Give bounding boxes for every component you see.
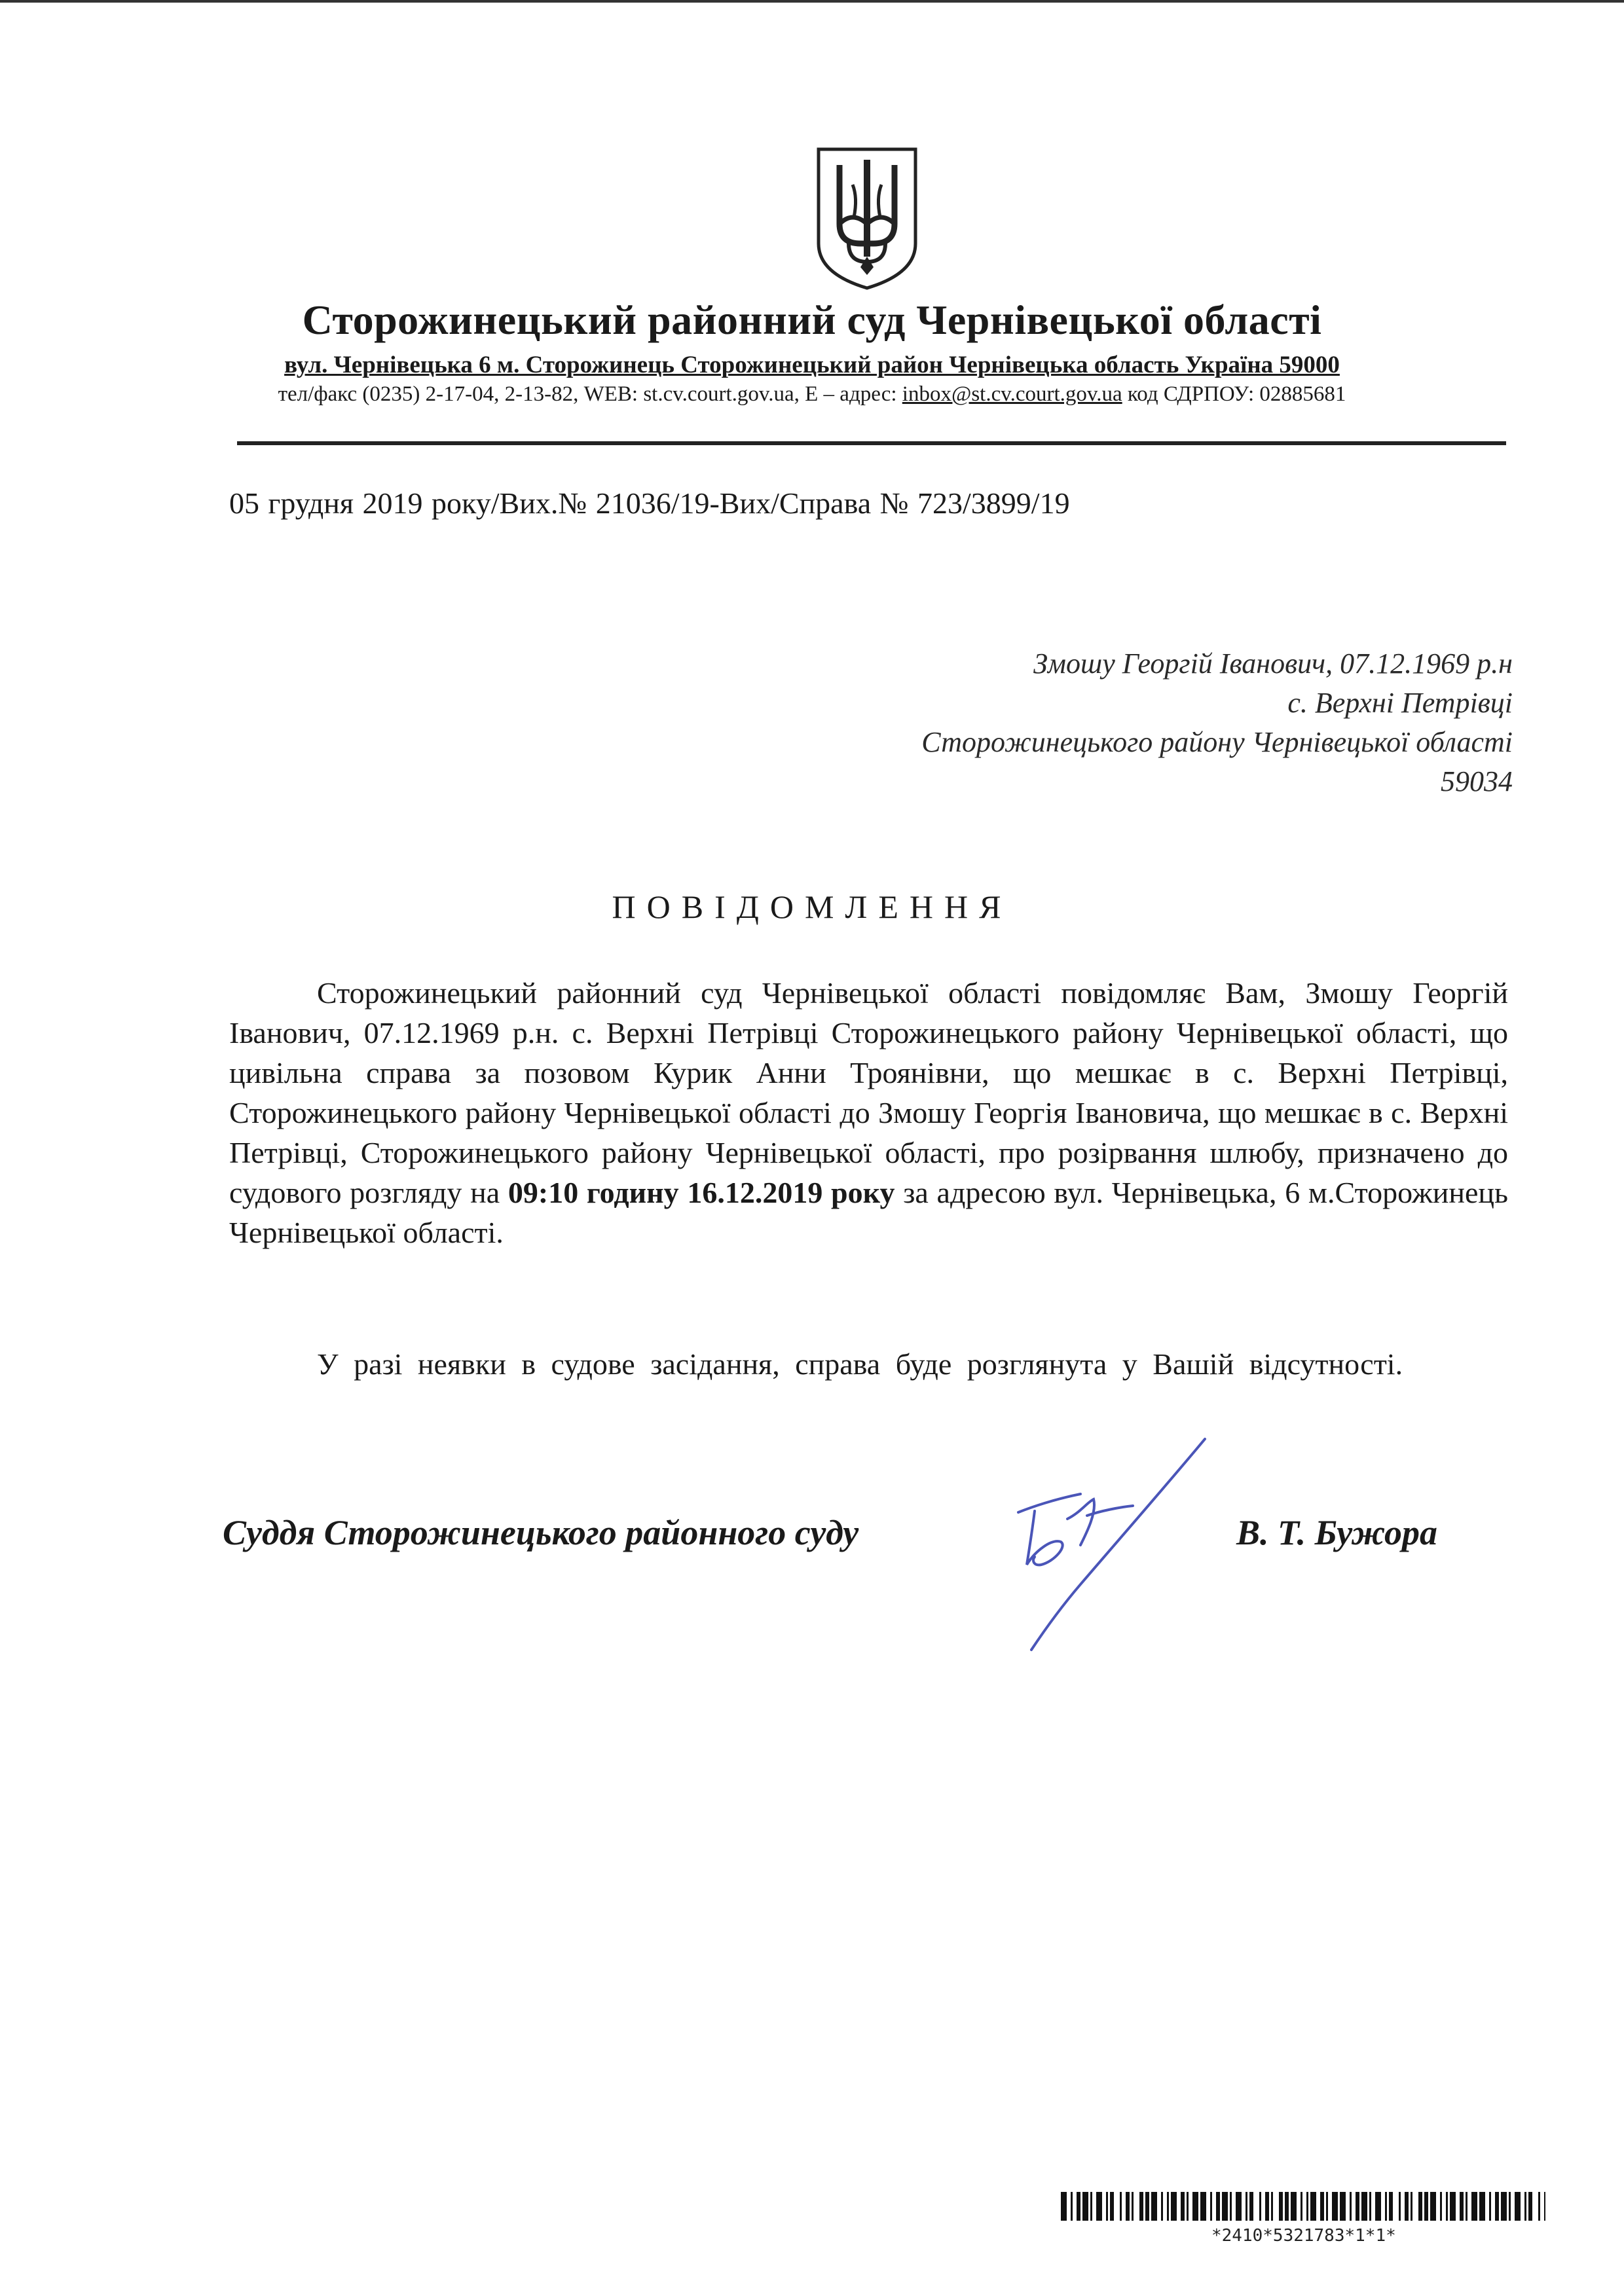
handwritten-signature-icon: [969, 1434, 1218, 1656]
scan-edge-line: [0, 0, 1624, 3]
registry-code: код СДРПОУ: 02885681: [1122, 382, 1346, 406]
recipient-village: с. Верхні Петрівці: [1287, 687, 1513, 719]
barcode-number: *2410*5321783*1*1*: [1211, 2226, 1396, 2246]
recipient-district: Сторожинецького району Чернівецької області: [921, 726, 1513, 758]
judge-name: В. Т. Бужора: [1236, 1513, 1437, 1552]
notice-text-part2: за адресою вул. Чернівецька, 6 м.Сторожинець Чернівецької області.: [229, 1176, 1508, 1249]
notice-paragraph: [229, 973, 1508, 1252]
email-link[interactable]: inbox@st.cv.court.gov.ua: [902, 382, 1122, 406]
hearing-time: 09:10 годину 16.12.2019 року: [507, 1176, 895, 1209]
barcode-icon: [1061, 2192, 1545, 2221]
court-address-text: вул. Чернівецька 6 м. Сторожинець Сторожинецький район Чернівецька область Україна 59000: [284, 352, 1340, 378]
court-name-heading: Сторожинецький районний суд Чернівецької області: [302, 297, 1322, 343]
notice-text-part1: Сторожинецький районний суд Чернівецької області повідомляє Вам, Змошу Георгій Іванович, 07.12.1969 р.н. с. Верхні Петрівці Сторожинецького району Чернівецької області, що цивільна справа за позовом Курик Анни Троянівни, що мешкає в с. Верхні Петрівці, Сторожинецького району Чернівецької області до Змошу Георгія Івановича, що мешкає в с. Верхні Петрівці, Сторожинецького району Чернівецької області, про розірвання шлюбу, призначено до судового розгляду на: [229, 976, 1508, 1209]
judge-position: Суддя Сторожинецького районного суду: [223, 1513, 859, 1552]
document-title: ПОВІДОМЛЕННЯ: [612, 888, 1012, 925]
recipient-name: Змошу Георгій Іванович, 07.12.1969 р.н: [1033, 647, 1513, 680]
registration-number-line: 05 грудня 2019 року/Вих.№ 21036/19-Вих/Справа № 723/3899/19: [229, 486, 1070, 520]
court-contacts: [0, 382, 1624, 407]
header-divider: [237, 441, 1506, 445]
recipient-postcode: 59034: [1441, 765, 1513, 797]
court-address: [0, 351, 1624, 379]
absence-paragraph: У разі неявки в судове засідання, справа буде розглянута у Вашій відсутності.: [317, 1347, 1403, 1381]
contacts-prefix: тел/факс (0235) 2-17-04, 2-13-82, WEB: st.cv.court.gov.ua, E – адрес:: [278, 382, 902, 406]
coat-of-arms-trident-icon: [815, 145, 919, 291]
